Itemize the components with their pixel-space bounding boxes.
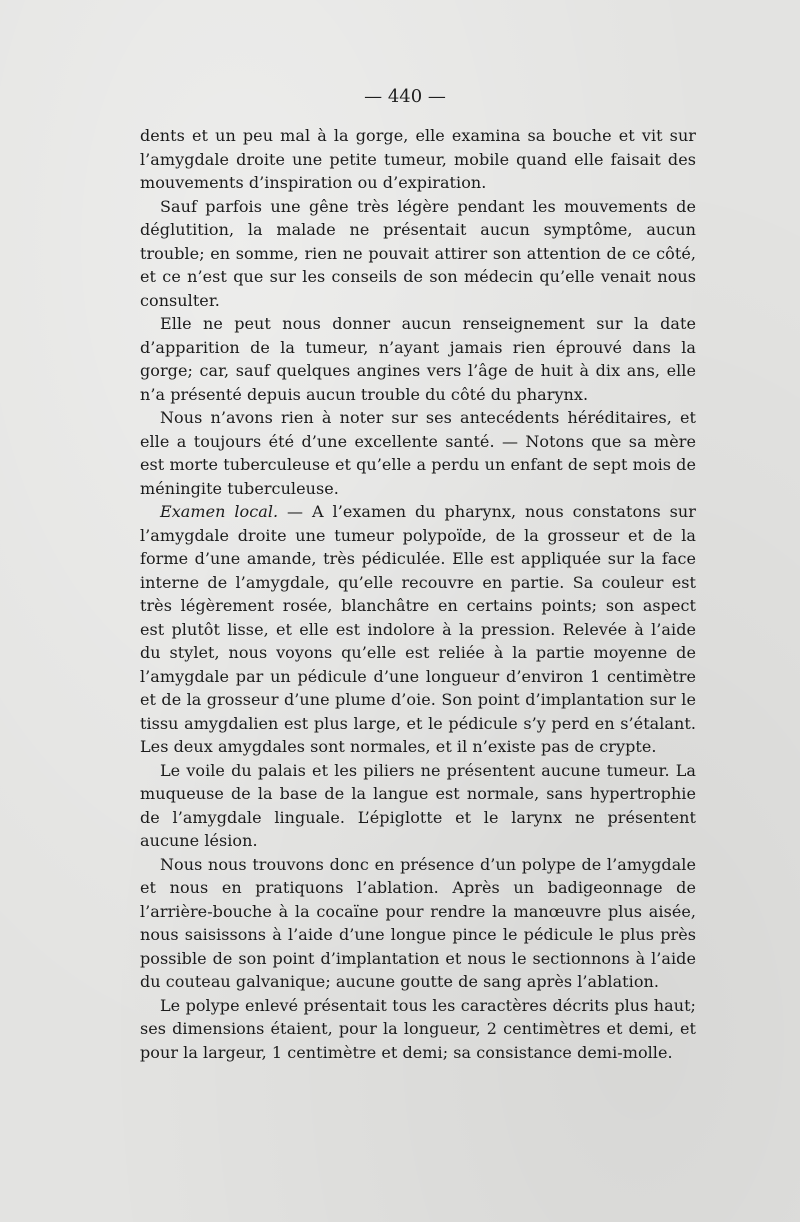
paragraph-8: Le polype enlevé présentait tous les caractères décrits plus haut; ses dimensions étaient, pour la longueur, 2 centimètres et demi, et pour la largeur, 1 centimètre et demi; sa consistance demi-molle. [140, 995, 696, 1062]
paragraph-4: Nous n’avons rien à noter sur ses antecédents héréditaires, et elle a toujours été d’une excellente santé. — Notons que sa mère est morte tuberculeuse et qu’elle a perdu un enfant de sept mois de méningite tuberculeuse. [140, 408, 696, 498]
body-text [140, 124, 696, 1064]
paragraph-1: dents et un peu mal à la gorge, elle examina sa bouche et vit sur l’amygdale droite une petite tumeur, mobile quand elle faisait des mouvements d’inspiration ou d’expiration. [140, 126, 696, 192]
paragraph-2: Sauf parfois une gêne très légère pendant les mouvements de déglutition, la malade ne présentait aucun symptôme, aucun trouble; en somme, rien ne pouvait attirer son attention de ce côté, et ce n’est que sur les conseils de son médecin qu’elle venait nous consulter. [140, 196, 696, 310]
paragraph-6: Le voile du palais et les piliers ne présentent aucune tumeur. La muqueuse de la base de la langue est normale, sans hypertrophie de l’amygdale linguale. L’épiglotte et le larynx ne présentent aucune lésion. [140, 760, 696, 850]
paragraph-7: Nous nous trouvons donc en présence d’un polype de l’amygdale et nous en pratiquons l’ablation. Après un badigeonnage de l’arrière-bouche à la cocaïne pour rendre la manœuvre plus aisée, nous saisissons à l’aide d’une longue pince le pédicule le plus près possible de son point d’implantation et nous le sectionnons à l’aide du couteau galvanique; aucune goutte de sang après l’ablation. [140, 854, 696, 991]
section-heading-examen-local: Examen local. [160, 502, 279, 521]
paragraph-5-text: — A l’examen du pharynx, nous constatons sur l’amygdale droite une tumeur polypoïde, de la grosseur et de la forme d’une amande, très pédiculée. Elle est appliquée sur la face interne de l’amygdale, qu’elle recouvre en partie. Sa couleur est très légèrement rosée, blanchâtre en certains points; son aspect est plutôt lisse, et elle est indolore à la pression. Relevée à l’aide du stylet, nous voyons qu’elle est reliée à la partie moyenne de l’amygdale par un pédicule d’une longueur d’environ 1 centimètre et de la grosseur d’une plume d’oie. Son point d’implantation sur le tissu amygdalien est plus large, et le pédicule s’y perd en s’étalant. Les deux amygdales sont normales, et il n’existe pas de crypte. [140, 502, 696, 756]
paragraph-5 [140, 500, 696, 759]
page-number: — 440 — [364, 86, 446, 107]
paragraph-3: Elle ne peut nous donner aucun renseignement sur la date d’apparition de la tumeur, n’ayant jamais rien éprouvé dans la gorge; car, sauf quelques angines vers l’âge de huit à dix ans, elle n’a présenté depuis aucun trouble du côté du pharynx. [140, 314, 696, 404]
